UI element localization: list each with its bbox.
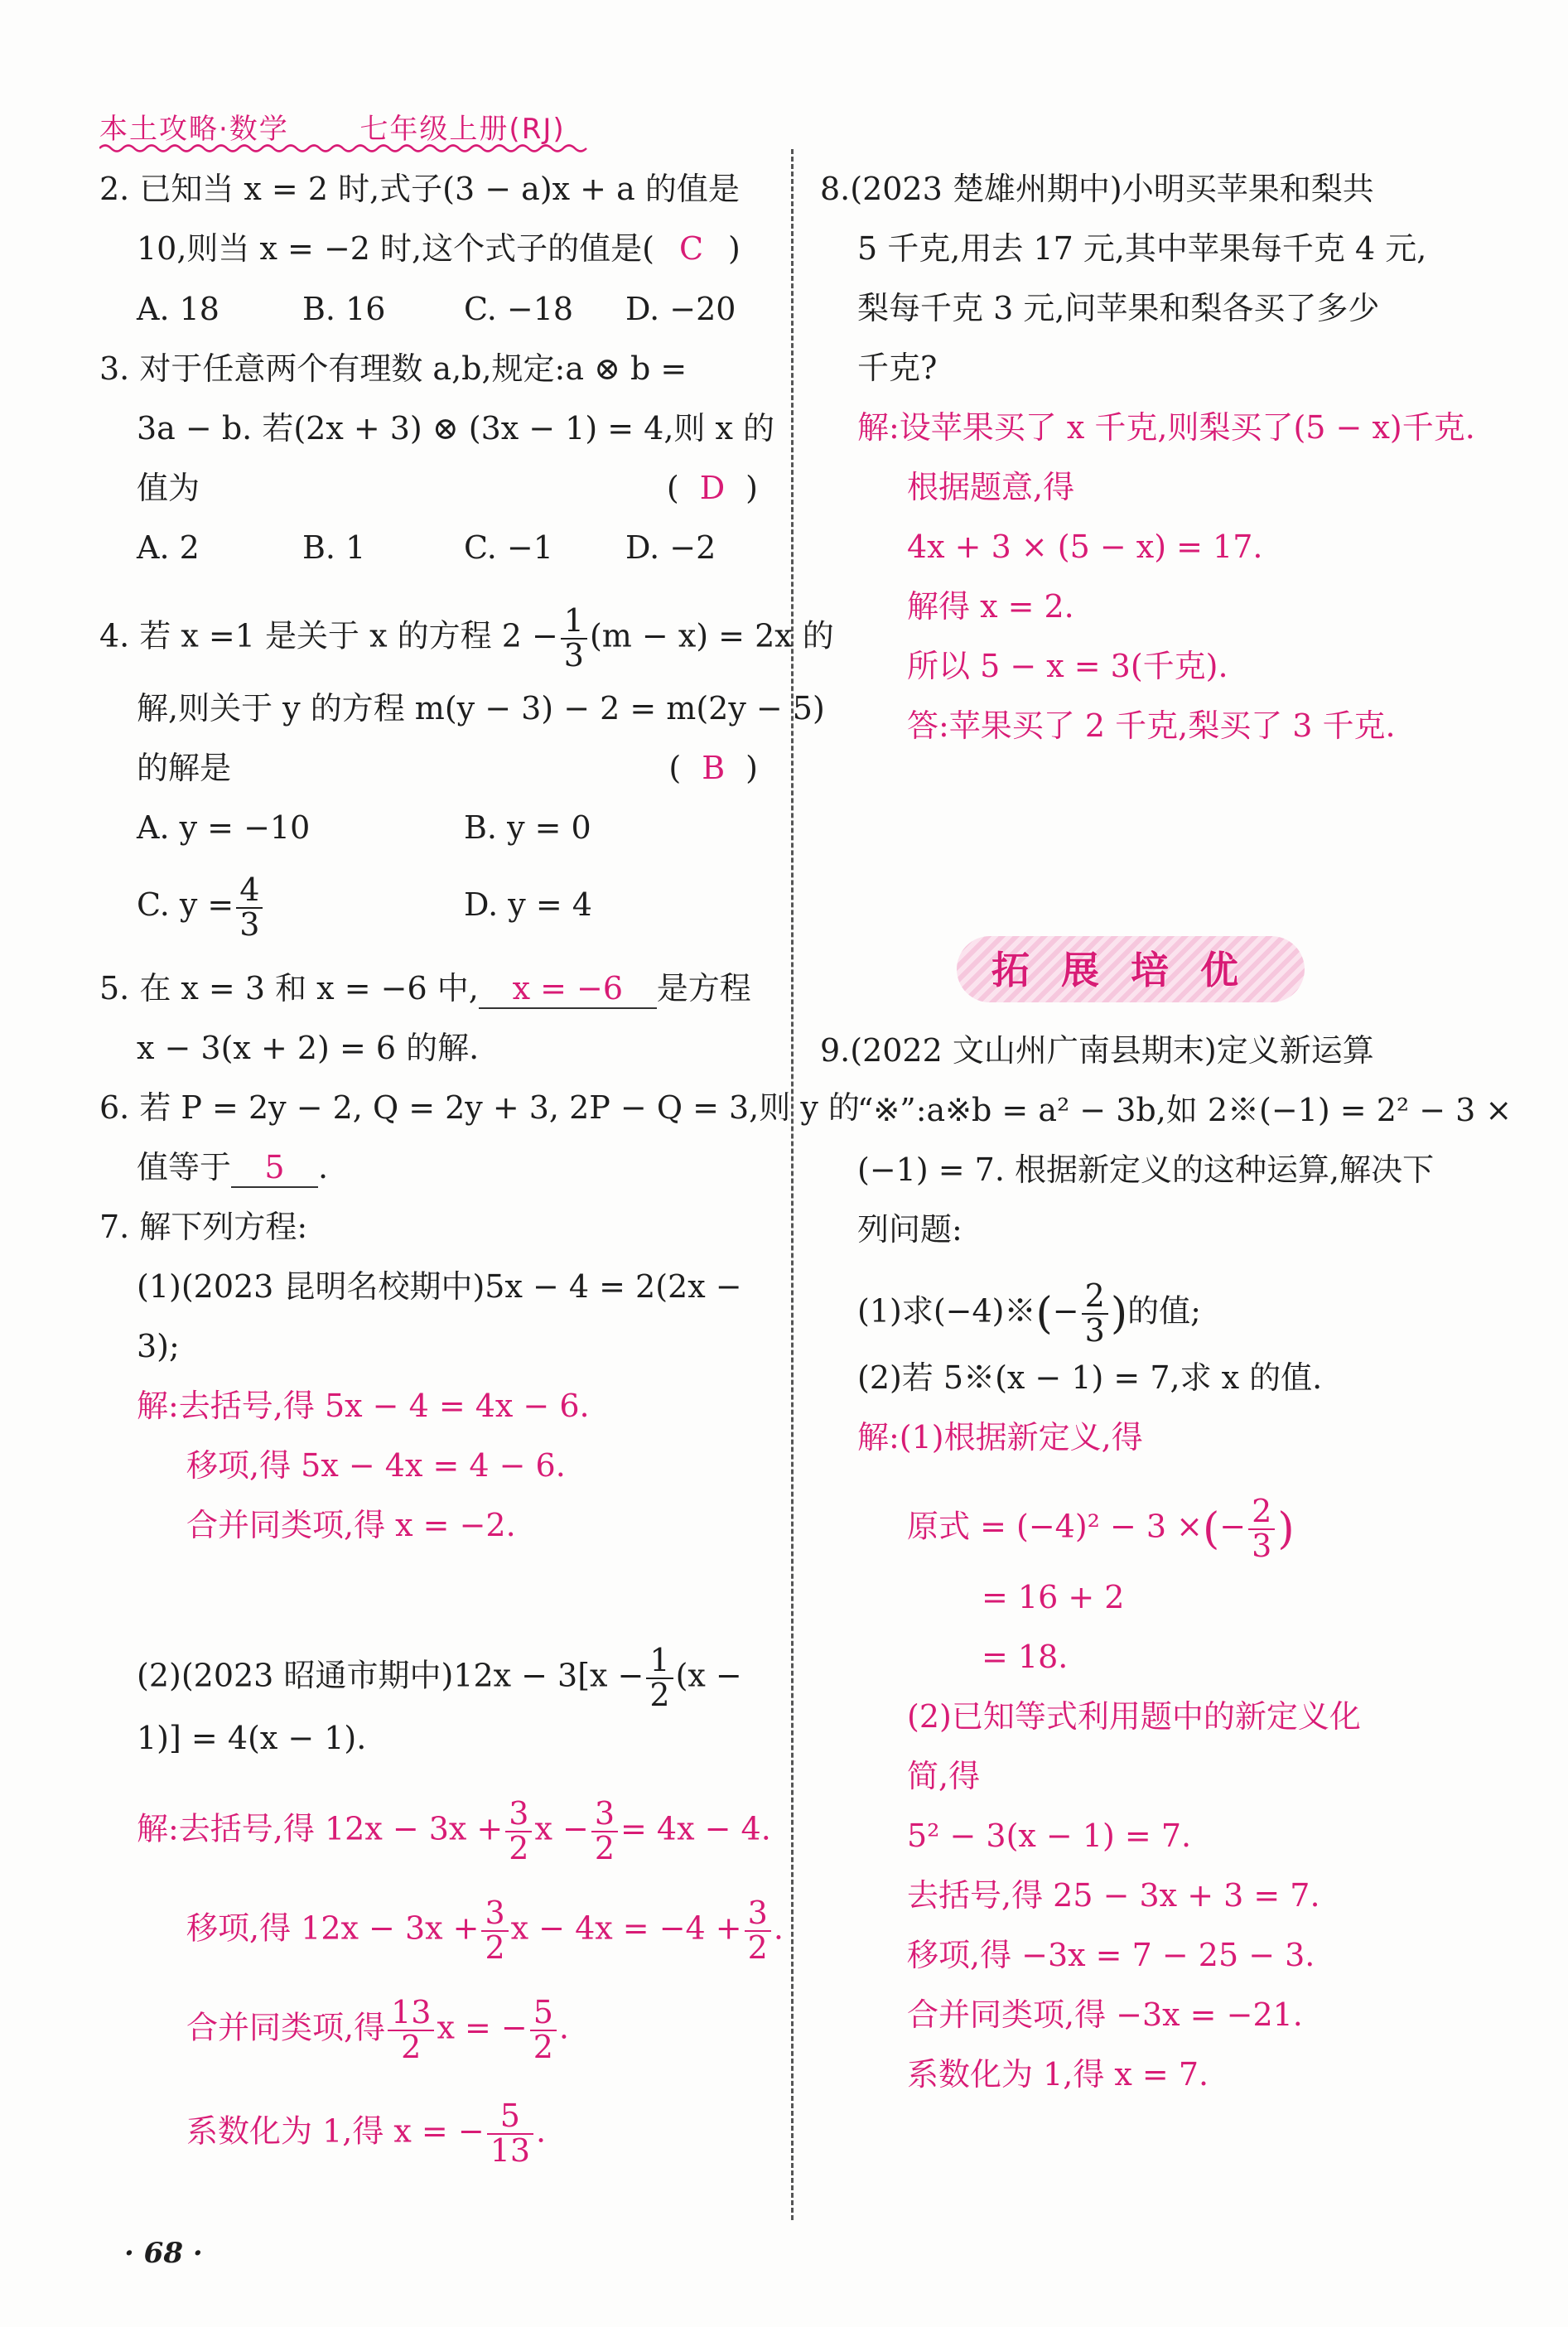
q4-answer-bracket <box>668 749 758 787</box>
q3-close: ) <box>745 470 758 506</box>
q2-options <box>137 290 736 328</box>
q6-answer-blank: 5 <box>231 1148 318 1188</box>
q4-line1 <box>99 602 834 673</box>
book-title: 本土攻略·数学 <box>99 113 289 146</box>
q3-line2: 3a − b. 若(2x + 3) ⊗ (3x − 1) = 4,则 x 的 <box>137 410 775 447</box>
q4-answer: B <box>702 750 726 786</box>
q9-part2: (2)若 5※(x − 1) = 7,求 x 的值. <box>857 1359 1323 1396</box>
q8-line3: 梨每千克 3 元,问苹果和梨各买了多少 <box>857 290 1380 326</box>
q9-line3: (−1) = 7. 根据新定义的这种运算,解决下 <box>857 1151 1435 1188</box>
q9-solution-2a: (2)已知等式利用题中的新定义化 <box>907 1698 1361 1735</box>
q7-p2-s3-f2-num: 5 <box>530 1996 557 2031</box>
q3-option-d: D. −2 <box>625 529 716 566</box>
q7-part2-line2: 1)] = 4(x − 1). <box>137 1720 367 1756</box>
q9-part1 <box>857 1277 1201 1349</box>
q7-p2-s3-f1-num: 13 <box>388 1996 434 2031</box>
q7-part2-solution-3 <box>186 1996 569 2064</box>
q9-part1-stem: (1)求(−4)※ <box>857 1292 1036 1330</box>
q7-p2-s1-c: = 4x − 4. <box>620 1810 771 1847</box>
q3-answer-bracket <box>667 469 758 507</box>
q9-solution-2b: 简,得 <box>907 1758 981 1794</box>
q7-p2-s3-frac2 <box>530 1996 557 2064</box>
q9-solution-2e: 移项,得 −3x = 7 − 25 − 3. <box>907 1937 1315 1973</box>
column-divider <box>791 149 794 2220</box>
q3-option-a: A. 2 <box>137 529 200 566</box>
q4-fraction <box>561 602 587 673</box>
q9-part1-frac-den: 3 <box>1084 1311 1105 1349</box>
q7-part1-line2: 3); <box>137 1328 180 1364</box>
q7-part2-solution-4 <box>186 2100 546 2168</box>
q7-p2-s2-frac1 <box>481 1897 508 1965</box>
q7-part1-solution-2: 移项,得 5x − 4x = 4 − 6. <box>186 1447 566 1484</box>
q4-option-c-fraction <box>236 871 263 943</box>
q9-sol1-frac-den: 3 <box>1252 1527 1272 1564</box>
q4-stem-a: 4. 若 x =1 是关于 x 的方程 2 − <box>99 617 558 654</box>
q9-part1-fraction <box>1082 1277 1108 1349</box>
q8-line4: 千克? <box>857 350 938 386</box>
q7-p2-s4-f-den: 13 <box>490 2131 531 2169</box>
q7-p2-s2-c: . <box>773 1909 784 1947</box>
q7-p2-s4-frac <box>487 2100 533 2168</box>
q7-part1-solution-3: 合并同类项,得 x = −2. <box>186 1507 516 1543</box>
q9-sol1-paren-open: ( <box>1203 1504 1220 1554</box>
q7-p2-s1-f1-num: 3 <box>505 1798 532 1832</box>
q3-open: ( <box>666 470 679 506</box>
header-wave-decoration <box>99 142 588 154</box>
q2-answer: C <box>678 230 704 267</box>
q4-open: ( <box>668 750 682 786</box>
q9-solution-title: 解:(1)根据新定义,得 <box>857 1419 1143 1456</box>
q7-p2-s2-f1-den: 2 <box>485 1929 505 1966</box>
q5-line2: x − 3(x + 2) = 6 的解. <box>137 1030 480 1066</box>
q7-p2-s1-f2-num: 3 <box>591 1798 618 1832</box>
q4-line2: 解,则关于 y 的方程 m(y − 3) − 2 = m(2y − 5) <box>137 690 825 727</box>
q6-stem: 值等于 <box>137 1149 232 1185</box>
q7-part2-frac-den: 2 <box>649 1676 670 1713</box>
q7-p2-s3-f2-den: 2 <box>533 2028 553 2065</box>
q7-p2-s2-f2-num: 3 <box>745 1897 771 1932</box>
q7-p2-s1-frac2 <box>591 1795 618 1866</box>
q9-solution-2c: 5² − 3(x − 1) = 7. <box>907 1818 1192 1854</box>
q2-line1: 2. 已知当 x = 2 时,式子(3 − a)x + a 的值是 <box>99 171 740 207</box>
q7-p2-s3-a: 合并同类项,得 <box>186 2009 386 2046</box>
q4-frac-num: 1 <box>561 605 587 640</box>
page-number: · 68 · <box>124 2237 203 2270</box>
q7-part2-fraction <box>646 1644 673 1712</box>
q2-stem: 10,则当 x = −2 时,这个式子的值是( <box>137 230 654 267</box>
q9-part1-neg: − <box>1052 1292 1079 1330</box>
q4-close: ) <box>745 750 758 786</box>
q9-solution-2d: 去括号,得 25 − 3x + 3 = 7. <box>907 1877 1320 1914</box>
q9-part1-paren-close: ) <box>1110 1288 1128 1339</box>
q7-p2-s3-frac1 <box>388 1996 434 2064</box>
q7-p2-s4-c: . <box>536 2112 547 2150</box>
q4-line3 <box>137 749 758 787</box>
q7-part1-solution-1: 解:去括号,得 5x − 4 = 4x − 6. <box>137 1388 590 1424</box>
q9-line2: “※”:a※b = a² − 3b,如 2※(−1) = 2² − 3 × <box>857 1092 1513 1128</box>
q6-line2 <box>137 1148 328 1188</box>
q7-part2-stem-a: (2)(2023 昭通市期中)12x − 3[x − <box>137 1657 644 1694</box>
q7-p2-s2-a: 移项,得 12x − 3x + <box>186 1909 480 1947</box>
q2-line2 <box>137 229 741 268</box>
q9-line4: 列问题: <box>857 1211 963 1248</box>
q7-part2-stem-b: (x − <box>675 1657 742 1694</box>
q8-solution-4: 解得 x = 2. <box>907 588 1074 625</box>
section-banner-title: 拓展培优 <box>991 948 1270 992</box>
q2-option-b: B. 16 <box>302 291 386 327</box>
q4-option-b: B. y = 0 <box>464 809 591 846</box>
q7-p2-s3-b: x = − <box>437 2009 528 2046</box>
q7-part2-line1 <box>137 1644 742 1712</box>
q4-option-d: D. y = 4 <box>464 886 592 924</box>
q7-p2-s1-frac1 <box>505 1795 532 1866</box>
q7-title: 7. 解下列方程: <box>99 1209 308 1245</box>
q3-line1: 3. 对于任意两个有理数 a,b,规定:a ⊗ b = <box>99 350 688 387</box>
q9-sol1-neg: − <box>1219 1508 1247 1545</box>
q7-part2-solution-2 <box>186 1897 784 1965</box>
q4-option-c-label: C. y = <box>137 886 234 924</box>
q7-part2-frac-num: 1 <box>646 1644 673 1679</box>
q9-part1-frac-num: 2 <box>1082 1280 1108 1315</box>
q9-solution-1b: = 16 + 2 <box>982 1579 1125 1615</box>
q7-part2-solution-1 <box>137 1795 771 1866</box>
q7-p2-s3-c: . <box>558 2009 570 2046</box>
q9-part1-paren-open: ( <box>1035 1288 1053 1339</box>
q4-options-row2 <box>137 871 592 943</box>
q8-solution-1: 解:设苹果买了 x 千克,则梨买了(5 − x)千克. <box>857 409 1475 446</box>
q9-solution-2f: 合并同类项,得 −3x = −21. <box>907 1996 1303 2033</box>
q7-p2-s1-b: x − <box>534 1810 589 1847</box>
q4-stem-b: (m − x) = 2x 的 <box>589 617 834 654</box>
q5-stem-post: 是方程 <box>656 970 751 1007</box>
q2-option-c: C. −18 <box>464 291 574 327</box>
q4-option-c-den: 3 <box>239 905 260 943</box>
q7-p2-s3-f1-den: 2 <box>401 2028 422 2065</box>
q9-solution-1a <box>907 1495 1295 1563</box>
q7-p2-s2-frac2 <box>745 1897 771 1965</box>
q7-p2-s1-f2-den: 2 <box>594 1829 615 1866</box>
q8-solution-2: 根据题意,得 <box>907 469 1075 505</box>
q9-sol1-frac-num: 2 <box>1248 1495 1275 1530</box>
q9-part1-tail: 的值; <box>1127 1292 1201 1330</box>
q7-part1-line1: (1)(2023 昆明名校期中)5x − 4 = 2(2x − <box>137 1268 742 1305</box>
q4-stem-c: 的解是 <box>137 750 232 786</box>
q7-p2-s1-f1-den: 2 <box>509 1829 529 1866</box>
q3-line3 <box>137 469 758 507</box>
q9-line1: 9.(2022 文山州广南县期末)定义新运算 <box>820 1032 1374 1069</box>
q5-line1 <box>99 969 751 1009</box>
q7-p2-s1-a: 解:去括号,得 12x − 3x + <box>137 1810 504 1847</box>
q4-option-c <box>137 871 464 943</box>
q3-option-c: C. −1 <box>464 529 553 566</box>
q4-options-row1 <box>137 809 591 847</box>
q7-p2-s2-f2-den: 2 <box>747 1929 768 1966</box>
grade-label: 七年级上册(RJ) <box>359 113 566 146</box>
q4-option-c-num: 4 <box>236 874 263 909</box>
q8-solution-5: 所以 5 − x = 3(千克). <box>907 648 1228 684</box>
q7-p2-s2-b: x − 4x = −4 + <box>510 1909 742 1947</box>
q4-frac-den: 3 <box>563 636 584 673</box>
q5-stem: 5. 在 x = 3 和 x = −6 中, <box>99 970 479 1007</box>
q8-solution-3: 4x + 3 × (5 − x) = 17. <box>907 529 1263 565</box>
q8-solution-6: 答:苹果买了 2 千克,梨买了 3 千克. <box>907 707 1396 744</box>
q9-solution-1c: = 18. <box>982 1639 1069 1675</box>
q8-line2: 5 千克,用去 17 元,其中苹果每千克 4 元, <box>857 230 1427 267</box>
q8-line1: 8.(2023 楚雄州期中)小明买苹果和梨共 <box>820 171 1374 207</box>
q7-p2-s4-a: 系数化为 1,得 x = − <box>186 2112 485 2150</box>
q9-sol1-expr: 原式 = (−4)² − 3 × <box>907 1508 1203 1545</box>
q6-period: . <box>318 1149 329 1185</box>
q7-p2-s4-f-num: 5 <box>487 2100 533 2135</box>
q4-option-a: A. y = −10 <box>137 809 311 846</box>
q2-option-d: D. −20 <box>625 291 736 327</box>
q9-solution-2g: 系数化为 1,得 x = 7. <box>907 2056 1209 2093</box>
q3-answer: D <box>699 470 726 506</box>
q3-stem: 值为 <box>137 470 200 506</box>
q5-answer-blank: x = −6 <box>479 969 657 1009</box>
q2-option-a: A. 18 <box>137 291 220 327</box>
q9-sol1-fraction <box>1248 1495 1275 1563</box>
page-header <box>99 106 566 147</box>
q2-close: ) <box>728 230 741 267</box>
q3-options <box>137 529 716 567</box>
q7-p2-s2-f1-num: 3 <box>481 1897 508 1932</box>
q6-line1: 6. 若 P = 2y − 2, Q = 2y + 3, 2P − Q = 3,则 y 的 <box>99 1089 860 1126</box>
q9-sol1-paren-close: ) <box>1277 1504 1295 1554</box>
q3-option-b: B. 1 <box>302 529 366 566</box>
